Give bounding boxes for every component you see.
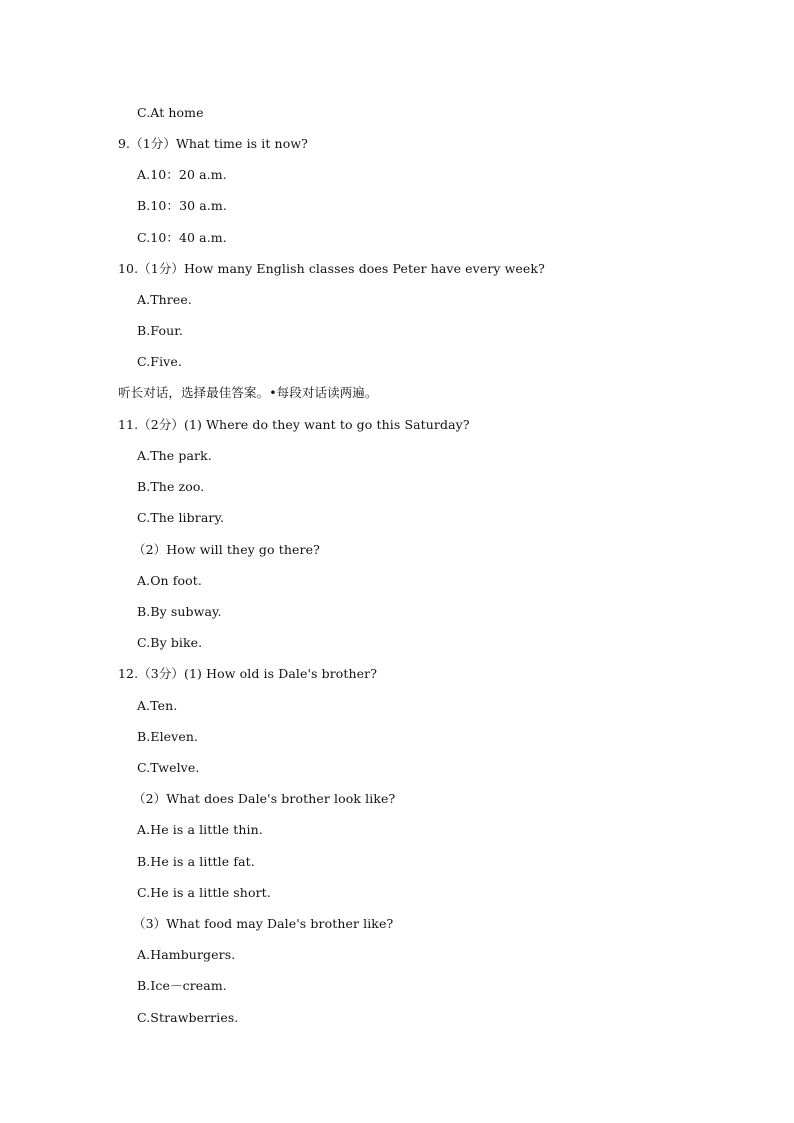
option-line: A.10：20 a.m. <box>137 167 227 182</box>
option-line: C.Strawberries. <box>137 1010 239 1025</box>
option-line: A.On foot. <box>137 573 202 588</box>
option-line: A.The park. <box>137 448 212 463</box>
option-line: A.Three. <box>137 292 192 307</box>
option-line: B.Eleven. <box>137 729 199 744</box>
question-line: 12.（3分）(1) How old is Dale's brother? <box>118 666 378 681</box>
option-line: C.By bike. <box>137 635 203 650</box>
option-line: B.Four. <box>137 323 184 338</box>
option-line: C.He is a little short. <box>137 885 271 900</box>
question-line: 10.（1分）How many English classes does Peter have every week? <box>118 261 545 276</box>
question-line: 11.（2分）(1) Where do they want to go this Saturday? <box>118 417 470 432</box>
option-line: A.He is a little thin. <box>137 822 263 837</box>
option-line: A.Ten. <box>137 698 178 713</box>
option-line: C.At home <box>137 105 204 120</box>
option-line: C.10：40 a.m. <box>137 230 227 245</box>
option-line: B.Ice－cream. <box>137 978 227 993</box>
section-instruction: 听长对话，选择最佳答案。•每段对话读两遍。 <box>118 385 378 400</box>
option-line: C.Five. <box>137 354 182 369</box>
option-line: B.By subway. <box>137 604 222 619</box>
subquestion-line: （2）What does Dale's brother look like? <box>133 791 396 806</box>
option-line: A.Hamburgers. <box>137 947 236 962</box>
option-line: B.The zoo. <box>137 479 205 494</box>
subquestion-line: （2）How will they go there? <box>133 542 320 557</box>
option-line: C.Twelve. <box>137 760 200 775</box>
question-line: 9.（1分）What time is it now? <box>118 136 308 151</box>
subquestion-line: （3）What food may Dale's brother like? <box>133 916 394 931</box>
option-line: B.10：30 a.m. <box>137 198 227 213</box>
option-line: B.He is a little fat. <box>137 854 255 869</box>
option-line: C.The library. <box>137 510 225 525</box>
